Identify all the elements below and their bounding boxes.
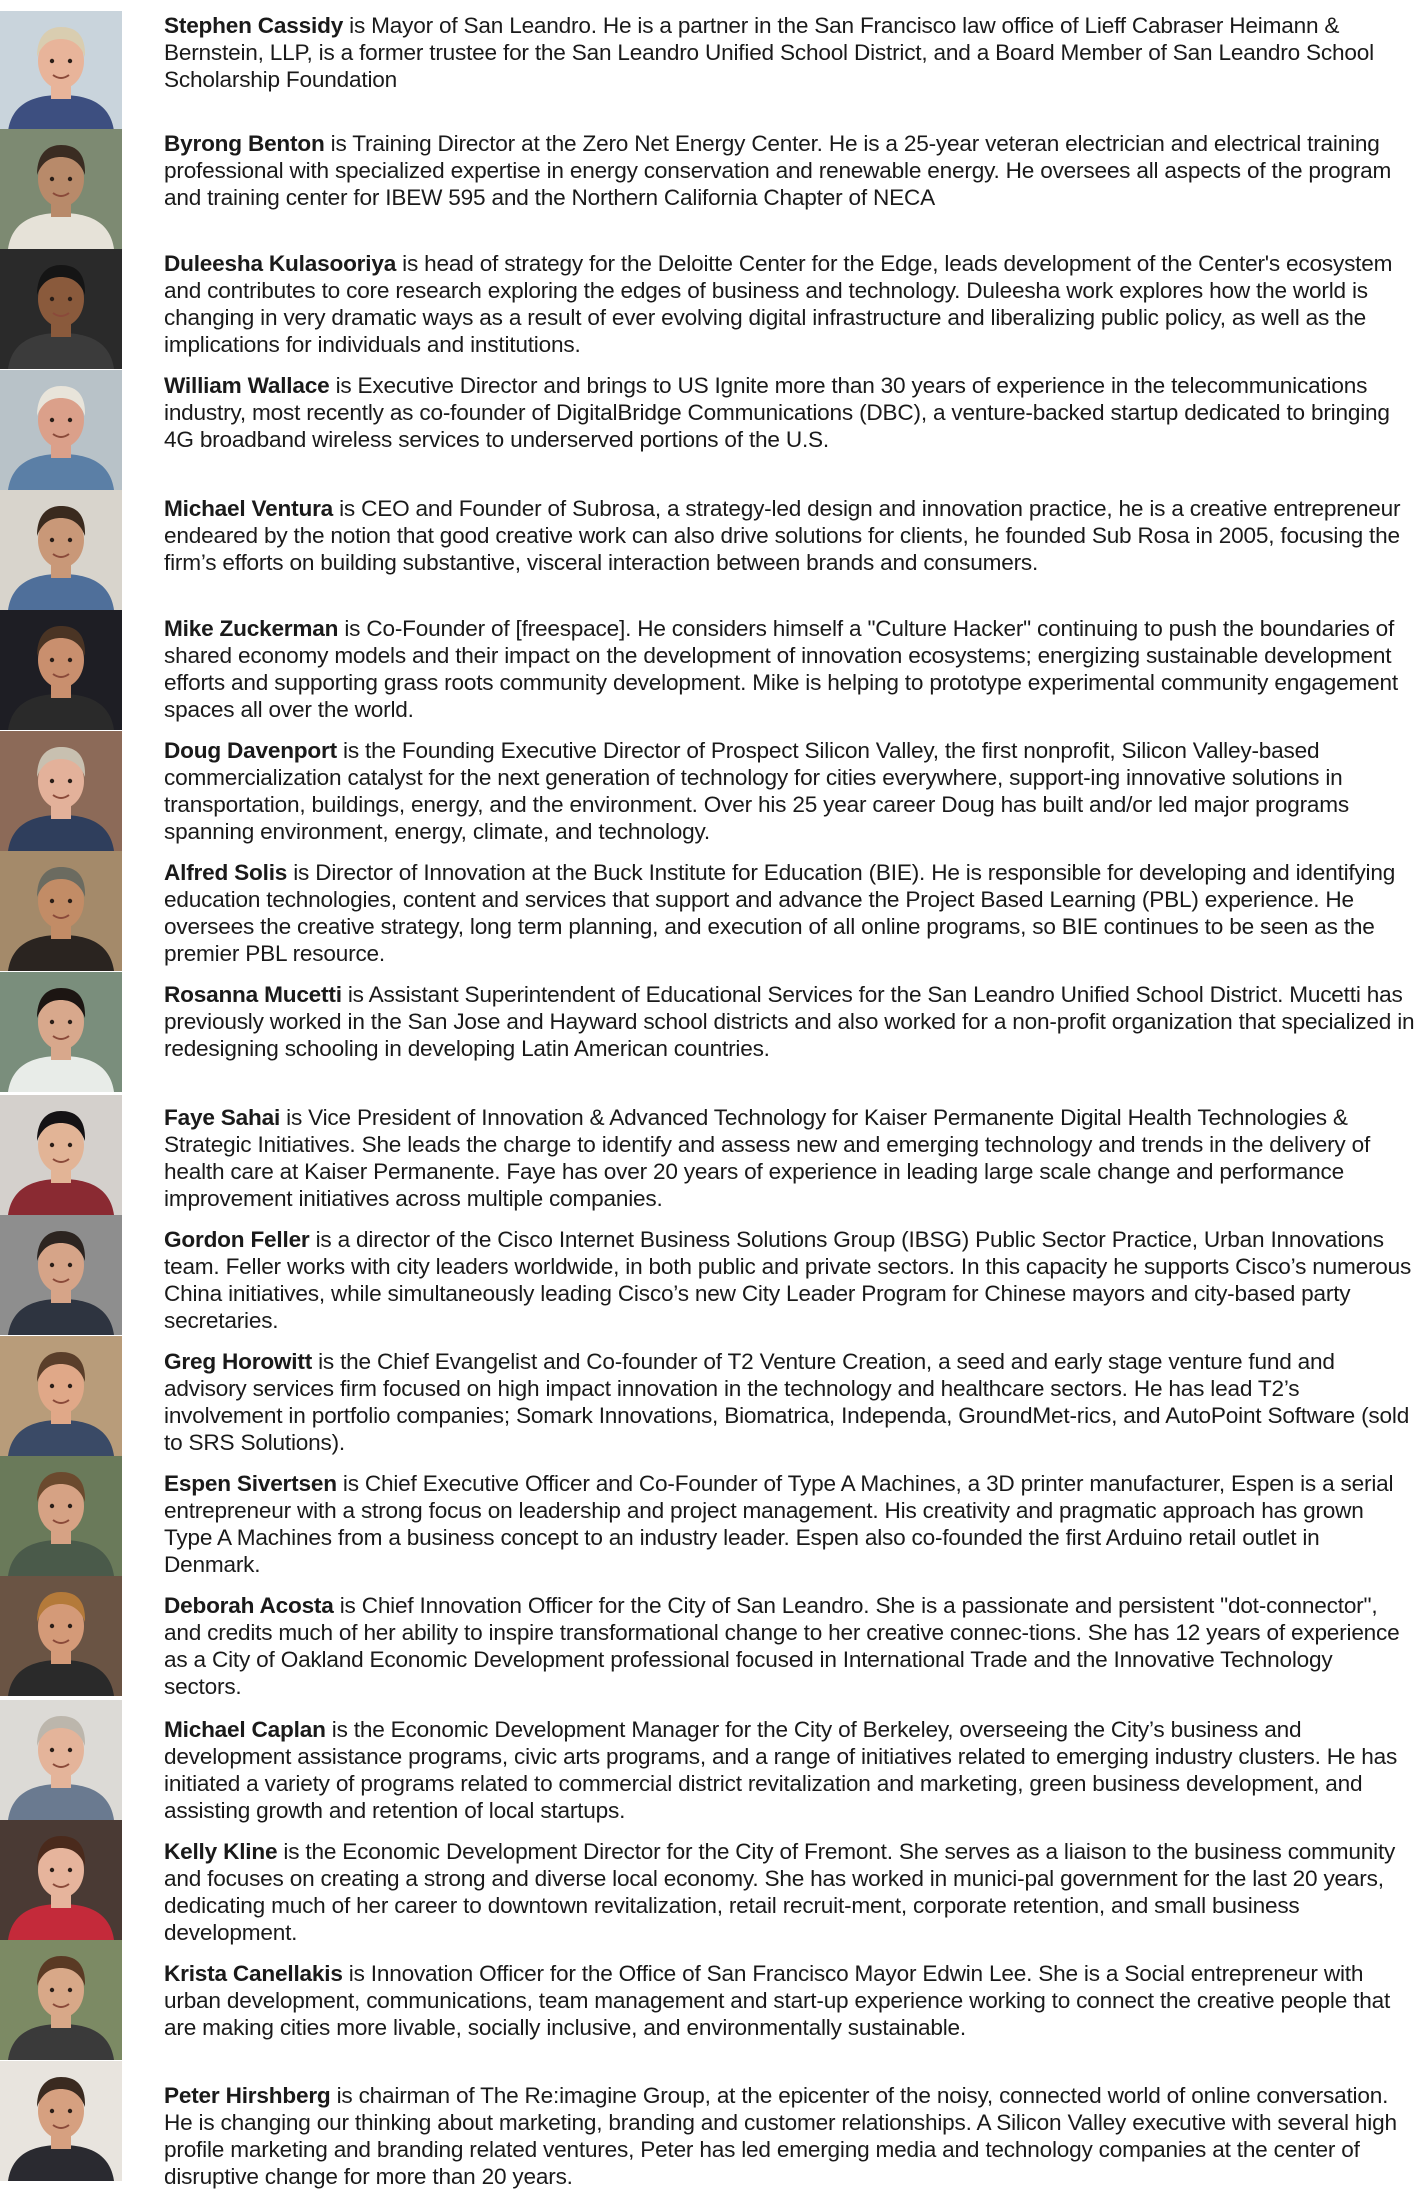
- portrait-eye: [50, 1383, 54, 1387]
- speaker-bio: is Vice President of Innovation & Advanced Technology for Kaiser Permanente Digital Health Technologies & Strategic Initiatives. She leads the charge to identify and assess new and emerging technology and trends in the delivery of health care at Kaiser Permanente. Faye has over 20 years of experience in leading large scale change and performance improvement initiatives across multiple companies.: [164, 1105, 1371, 1211]
- portrait-eye: [50, 1624, 54, 1628]
- bio-text-duleesha-kulasooriya: [164, 250, 1416, 358]
- portrait-eye: [68, 779, 72, 783]
- portrait-illustration: [0, 1940, 122, 2060]
- portrait-photo-alfred-solis: [0, 851, 122, 971]
- bio-text-byrong-benton: [164, 130, 1416, 211]
- portrait-eye: [50, 417, 54, 421]
- portrait-illustration: [0, 249, 122, 369]
- portrait-eye: [68, 658, 72, 662]
- portrait-photo-krista-canellakis: [0, 1940, 122, 2060]
- portrait-eye: [50, 658, 54, 662]
- speaker-bio: is the Founding Executive Director of Prospect Silicon Valley, the first nonprofit, Silicon Valley-based commercialization catalyst for the next generation of technology for cities everywhere, support-ing innovative solutions in transportation, buildings, energy, and the environment. Over his 25 year career Doug has built and/or led major programs spanning environment, energy, climate, and technology.: [164, 738, 1349, 844]
- portrait-eye: [68, 899, 72, 903]
- bio-text-espen-sivertsen: [164, 1470, 1416, 1578]
- portrait-illustration: [0, 2061, 122, 2181]
- speaker-name: Michael Caplan: [164, 1717, 326, 1742]
- speaker-bio: is Mayor of San Leandro. He is a partner in the San Francisco law office of Lieff Cabraser Heimann & Bernstein, LLP, is a former trustee for the San Leandro Unified School District, and a Board Member of San Leandro School Scholarship Foundation: [164, 13, 1374, 92]
- bio-text-doug-davenport: [164, 737, 1416, 845]
- portrait-eye: [68, 1263, 72, 1267]
- portrait-photo-mike-zuckerman: [0, 610, 122, 730]
- portrait-photo-gordon-feller: [0, 1215, 122, 1335]
- portrait-illustration: [0, 370, 122, 490]
- portrait-photo-espen-sivertsen: [0, 1456, 122, 1576]
- portrait-eye: [50, 1263, 54, 1267]
- bio-text-kelly-kline: [164, 1838, 1416, 1946]
- portrait-eye: [50, 779, 54, 783]
- portrait-eye: [50, 59, 54, 63]
- portrait-photo-byrong-benton: [0, 129, 122, 249]
- speaker-name: Peter Hirshberg: [164, 2083, 331, 2108]
- portrait-illustration: [0, 1576, 122, 1696]
- portrait-eye: [68, 297, 72, 301]
- portrait-photo-michael-ventura: [0, 490, 122, 610]
- portrait-photo-doug-davenport: [0, 731, 122, 851]
- portrait-photo-faye-sahai: [0, 1095, 122, 1215]
- speaker-bio: is Chief Innovation Officer for the City of San Leandro. She is a passionate and persistent "dot-connector", and credits much of her ability to inspire transformational change to her creative connec-tions. She has 12 years of experience as a City of Oakland Economic Development professional focused in International Trade and the Innovative Technology sectors.: [164, 1593, 1400, 1699]
- bio-text-faye-sahai: [164, 1104, 1416, 1212]
- speaker-bio: is the Economic Development Director for the City of Fremont. She serves as a liaison to the business community and focuses on creating a strong and diverse local economy. She has worked in munici-pal government for the last 20 years, dedicating much of her career to downtown revitalization, retail recruit-ment, corporate retention, and small business development.: [164, 1839, 1396, 1945]
- speaker-name: Espen Sivertsen: [164, 1471, 337, 1496]
- speaker-bio: is Training Director at the Zero Net Energy Center. He is a 25-year veteran electrician and electrical training professional with specialized expertise in energy conservation and renewable energy. He oversees all aspects of the program and training center for IBEW 595 and the Northern California Chapter of NECA: [164, 131, 1392, 210]
- speaker-name: Krista Canellakis: [164, 1961, 343, 1986]
- speaker-name: William Wallace: [164, 373, 330, 398]
- portrait-illustration: [0, 1215, 122, 1335]
- portrait-eye: [68, 1143, 72, 1147]
- portrait-eye: [68, 1868, 72, 1872]
- bio-text-peter-hirshberg: [164, 2082, 1416, 2190]
- portrait-illustration: [0, 610, 122, 730]
- portrait-eye: [50, 1868, 54, 1872]
- portrait-illustration: [0, 972, 122, 1092]
- portrait-illustration: [0, 490, 122, 610]
- speaker-name: Kelly Kline: [164, 1839, 278, 1864]
- speaker-name: Mike Zuckerman: [164, 616, 339, 641]
- speaker-name: Deborah Acosta: [164, 1593, 334, 1618]
- portrait-eye: [50, 1747, 54, 1751]
- portrait-illustration: [0, 129, 122, 249]
- bio-text-william-wallace: [164, 372, 1416, 453]
- speaker-bio: is Executive Director and brings to US Ignite more than 30 years of experience in the telecommunications industry, most recently as co-founder of DigitalBridge Communications (DBC), a venture-backed startup dedicated to bringing 4G broadband wireless services to underserved portions of the U.S.: [164, 373, 1390, 452]
- portrait-photo-michael-caplan: [0, 1700, 122, 1820]
- speaker-bio: is Assistant Superintendent of Educational Services for the San Leandro Unified School District. Mucetti has previously worked in the San Jose and Hayward school districts and also worked for a non-profit organization that specialized in redesigning schooling in developing Latin American countries.: [164, 982, 1415, 1061]
- portrait-photo-duleesha-kulasooriya: [0, 249, 122, 369]
- speaker-name: Alfred Solis: [164, 860, 288, 885]
- speaker-bio: is head of strategy for the Deloitte Center for the Edge, leads development of the Center's ecosystem and contributes to core research exploring the edges of business and technology. Duleesha work explores how the world is changing in very dramatic ways as a result of ever evolving digital infrastructure and liberalizing public policy, as well as the implications for individuals and institutions.: [164, 251, 1393, 357]
- speaker-bio: is the Chief Evangelist and Co-founder of T2 Venture Creation, a seed and early stage venture fund and advisory services firm focused on high impact innovation in the technology and healthcare sectors. He has lead T2’s involvement in portfolio companies; Somark Innovations, Biomatrica, Independa, GroundMet-rics, and AutoPoint Software (sold to SRS Solutions).: [164, 1349, 1410, 1455]
- portrait-photo-rosanna-mucetti: [0, 972, 122, 1092]
- portrait-illustration: [0, 1456, 122, 1576]
- speaker-name: Faye Sahai: [164, 1105, 281, 1130]
- speaker-name: Stephen Cassidy: [164, 13, 344, 38]
- speaker-bio: is Chief Executive Officer and Co-Founder of Type A Machines, a 3D printer manufacturer, Espen is a serial entrepreneur with a strong focus on leadership and project management. His creativity and pragmatic approach has grown Type A Machines from a business concept to an industry leader. Espen also co-founded the first Arduino retail outlet in Denmark.: [164, 1471, 1394, 1577]
- bio-text-greg-horowitt: [164, 1348, 1416, 1456]
- portrait-eye: [68, 1988, 72, 1992]
- bio-text-alfred-solis: [164, 859, 1416, 967]
- portrait-illustration: [0, 851, 122, 971]
- portrait-photo-peter-hirshberg: [0, 2061, 122, 2181]
- portrait-eye: [68, 417, 72, 421]
- portrait-eye: [68, 1747, 72, 1751]
- speaker-bio: is CEO and Founder of Subrosa, a strategy-led design and innovation practice, he is a creative entrepreneur endeared by the notion that good creative work can also drive solutions for clients, he founded Sub Rosa in 2005, focusing the firm’s efforts on building substantive, visceral interaction between brands and consumers.: [164, 496, 1401, 575]
- bio-text-krista-canellakis: [164, 1960, 1416, 2041]
- speaker-bio: is Co-Founder of [freespace]. He considers himself a "Culture Hacker" continuing to push the boundaries of shared economy models and their impact on the development of innovation ecosystems; energizing sustainable development efforts and supporting grass roots community development. Mike is helping to prototype experimental community engagement spaces all over the world.: [164, 616, 1398, 722]
- portrait-eye: [50, 177, 54, 181]
- portrait-eye: [68, 1504, 72, 1508]
- portrait-eye: [68, 1624, 72, 1628]
- portrait-eye: [68, 538, 72, 542]
- bio-text-rosanna-mucetti: [164, 981, 1416, 1062]
- speaker-bio: is a director of the Cisco Internet Business Solutions Group (IBSG) Public Sector Practice, Urban Innovations team. Feller works with city leaders worldwide, in both public and private sectors. In this capacity he supports Cisco’s numerous China initiatives, while simultaneously leading Cisco’s new City Leader Program for Chinese mayors and city-based party secretaries.: [164, 1227, 1412, 1333]
- bio-text-gordon-feller: [164, 1226, 1416, 1334]
- portrait-eye: [68, 1383, 72, 1387]
- bio-text-mike-zuckerman: [164, 615, 1416, 723]
- speaker-bio: is chairman of The Re:imagine Group, at the epicenter of the noisy, connected world of online conversation. He is changing our thinking about marketing, branding and customer relationships. A Silicon Valley executive with several high profile marketing and branding related ventures, Peter has led emerging media and technology companies at the center of disruptive change for more than 20 years.: [164, 2083, 1397, 2189]
- portrait-eye: [68, 2109, 72, 2113]
- speaker-bio: is the Economic Development Manager for the City of Berkeley, overseeing the City’s business and development assistance programs, civic arts programs, and a range of initiatives related to emerging industry clusters. He has initiated a variety of programs related to commercial district revitalization and marketing, green business development, and assisting growth and retention of local startups.: [164, 1717, 1398, 1823]
- bio-text-stephen-cassidy: [164, 12, 1416, 93]
- portrait-eye: [68, 59, 72, 63]
- portrait-eye: [50, 899, 54, 903]
- speaker-name: Greg Horowitt: [164, 1349, 313, 1374]
- speaker-name: Byrong Benton: [164, 131, 325, 156]
- bio-text-michael-caplan: [164, 1716, 1416, 1824]
- portrait-eye: [50, 2109, 54, 2113]
- portrait-illustration: [0, 1095, 122, 1215]
- portrait-eye: [50, 1019, 54, 1023]
- portrait-photo-greg-horowitt: [0, 1336, 122, 1456]
- speaker-name: Rosanna Mucetti: [164, 982, 342, 1007]
- portrait-illustration: [0, 1700, 122, 1820]
- portrait-photo-william-wallace: [0, 370, 122, 490]
- speaker-bio: is Director of Innovation at the Buck Institute for Education (BIE). He is responsible for developing and identifying education technologies, content and services that support and advance the Project Based Learning (PBL) experience. He oversees the creative strategy, long term planning, and execution of all online programs, so BIE continues to be seen as the premier PBL resource.: [164, 860, 1396, 966]
- speaker-name: Doug Davenport: [164, 738, 337, 763]
- portrait-eye: [50, 1143, 54, 1147]
- speaker-name: Duleesha Kulasooriya: [164, 251, 397, 276]
- portrait-eye: [50, 538, 54, 542]
- portrait-illustration: [0, 11, 122, 131]
- bio-text-deborah-acosta: [164, 1592, 1416, 1700]
- speaker-bio: is Innovation Officer for the Office of San Francisco Mayor Edwin Lee. She is a Social entrepreneur with urban development, communications, team management and start-up experience working to connect the creative people that are making cities more livable, socially inclusive, and environmentally sustainable.: [164, 1961, 1391, 2040]
- bio-text-michael-ventura: [164, 495, 1416, 576]
- portrait-photo-deborah-acosta: [0, 1576, 122, 1696]
- portrait-eye: [68, 177, 72, 181]
- portrait-eye: [50, 1988, 54, 1992]
- portrait-eye: [50, 1504, 54, 1508]
- portrait-eye: [50, 297, 54, 301]
- portrait-illustration: [0, 1336, 122, 1456]
- portrait-photo-kelly-kline: [0, 1820, 122, 1940]
- speaker-name: Gordon Feller: [164, 1227, 310, 1252]
- speaker-name: Michael Ventura: [164, 496, 334, 521]
- portrait-photo-stephen-cassidy: [0, 11, 122, 131]
- portrait-eye: [68, 1019, 72, 1023]
- portrait-illustration: [0, 731, 122, 851]
- portrait-illustration: [0, 1820, 122, 1940]
